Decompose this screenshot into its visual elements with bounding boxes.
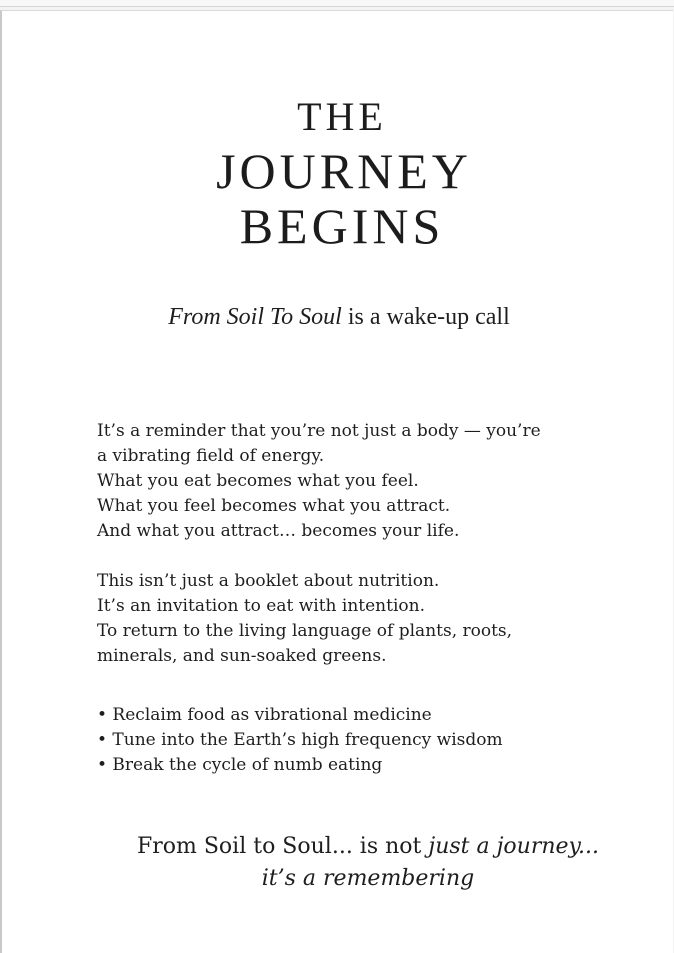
- paragraph-line: What you feel becomes what you attract.: [97, 496, 451, 516]
- subtitle: [2, 303, 674, 332]
- intro-paragraph: [97, 419, 617, 544]
- title-line-journey: JOURNEY: [216, 143, 472, 199]
- bullet-item: • Tune into the Earth’s high frequency wisdom: [97, 730, 503, 750]
- paragraph-line: What you eat becomes what you feel.: [97, 471, 419, 491]
- paragraph-line: To return to the living language of plants, roots,: [97, 621, 513, 641]
- title-line-begins: BEGINS: [239, 198, 445, 254]
- paragraph-line: It’s an invitation to eat with intention.: [97, 596, 425, 616]
- subtitle-book-name: From Soil To Soul: [168, 304, 342, 330]
- invitation-paragraph: [97, 569, 617, 669]
- bullet-item: • Break the cycle of numb eating: [97, 755, 383, 775]
- subtitle-rest: is a wake-up call: [341, 304, 510, 330]
- closing-italic-remembering: it’s a remembering: [261, 866, 475, 891]
- paragraph-line: And what you attract… becomes your life.: [97, 521, 460, 541]
- title-line-the: THE: [297, 94, 387, 139]
- closing-plain: From Soil to Soul... is not: [136, 834, 429, 859]
- closing-italic-journey: just a journey...: [428, 834, 600, 859]
- closing-line-2: [2, 863, 674, 895]
- bullet-item: • Reclaim food as vibrational medicine: [97, 705, 432, 725]
- closing-statement: [2, 831, 674, 895]
- document-page: [0, 10, 673, 953]
- paragraph-line: a vibrating field of energy.: [97, 446, 325, 466]
- viewer-toolbar-edge: [0, 0, 674, 7]
- paragraph-line: This isn’t just a booklet about nutrition.: [97, 571, 440, 591]
- paragraph-line: It’s a reminder that you’re not just a body — you’re: [97, 421, 541, 441]
- paragraph-line: minerals, and sun-soaked greens.: [97, 646, 387, 666]
- closing-line-1: [2, 831, 674, 863]
- bullet-list: [97, 703, 617, 778]
